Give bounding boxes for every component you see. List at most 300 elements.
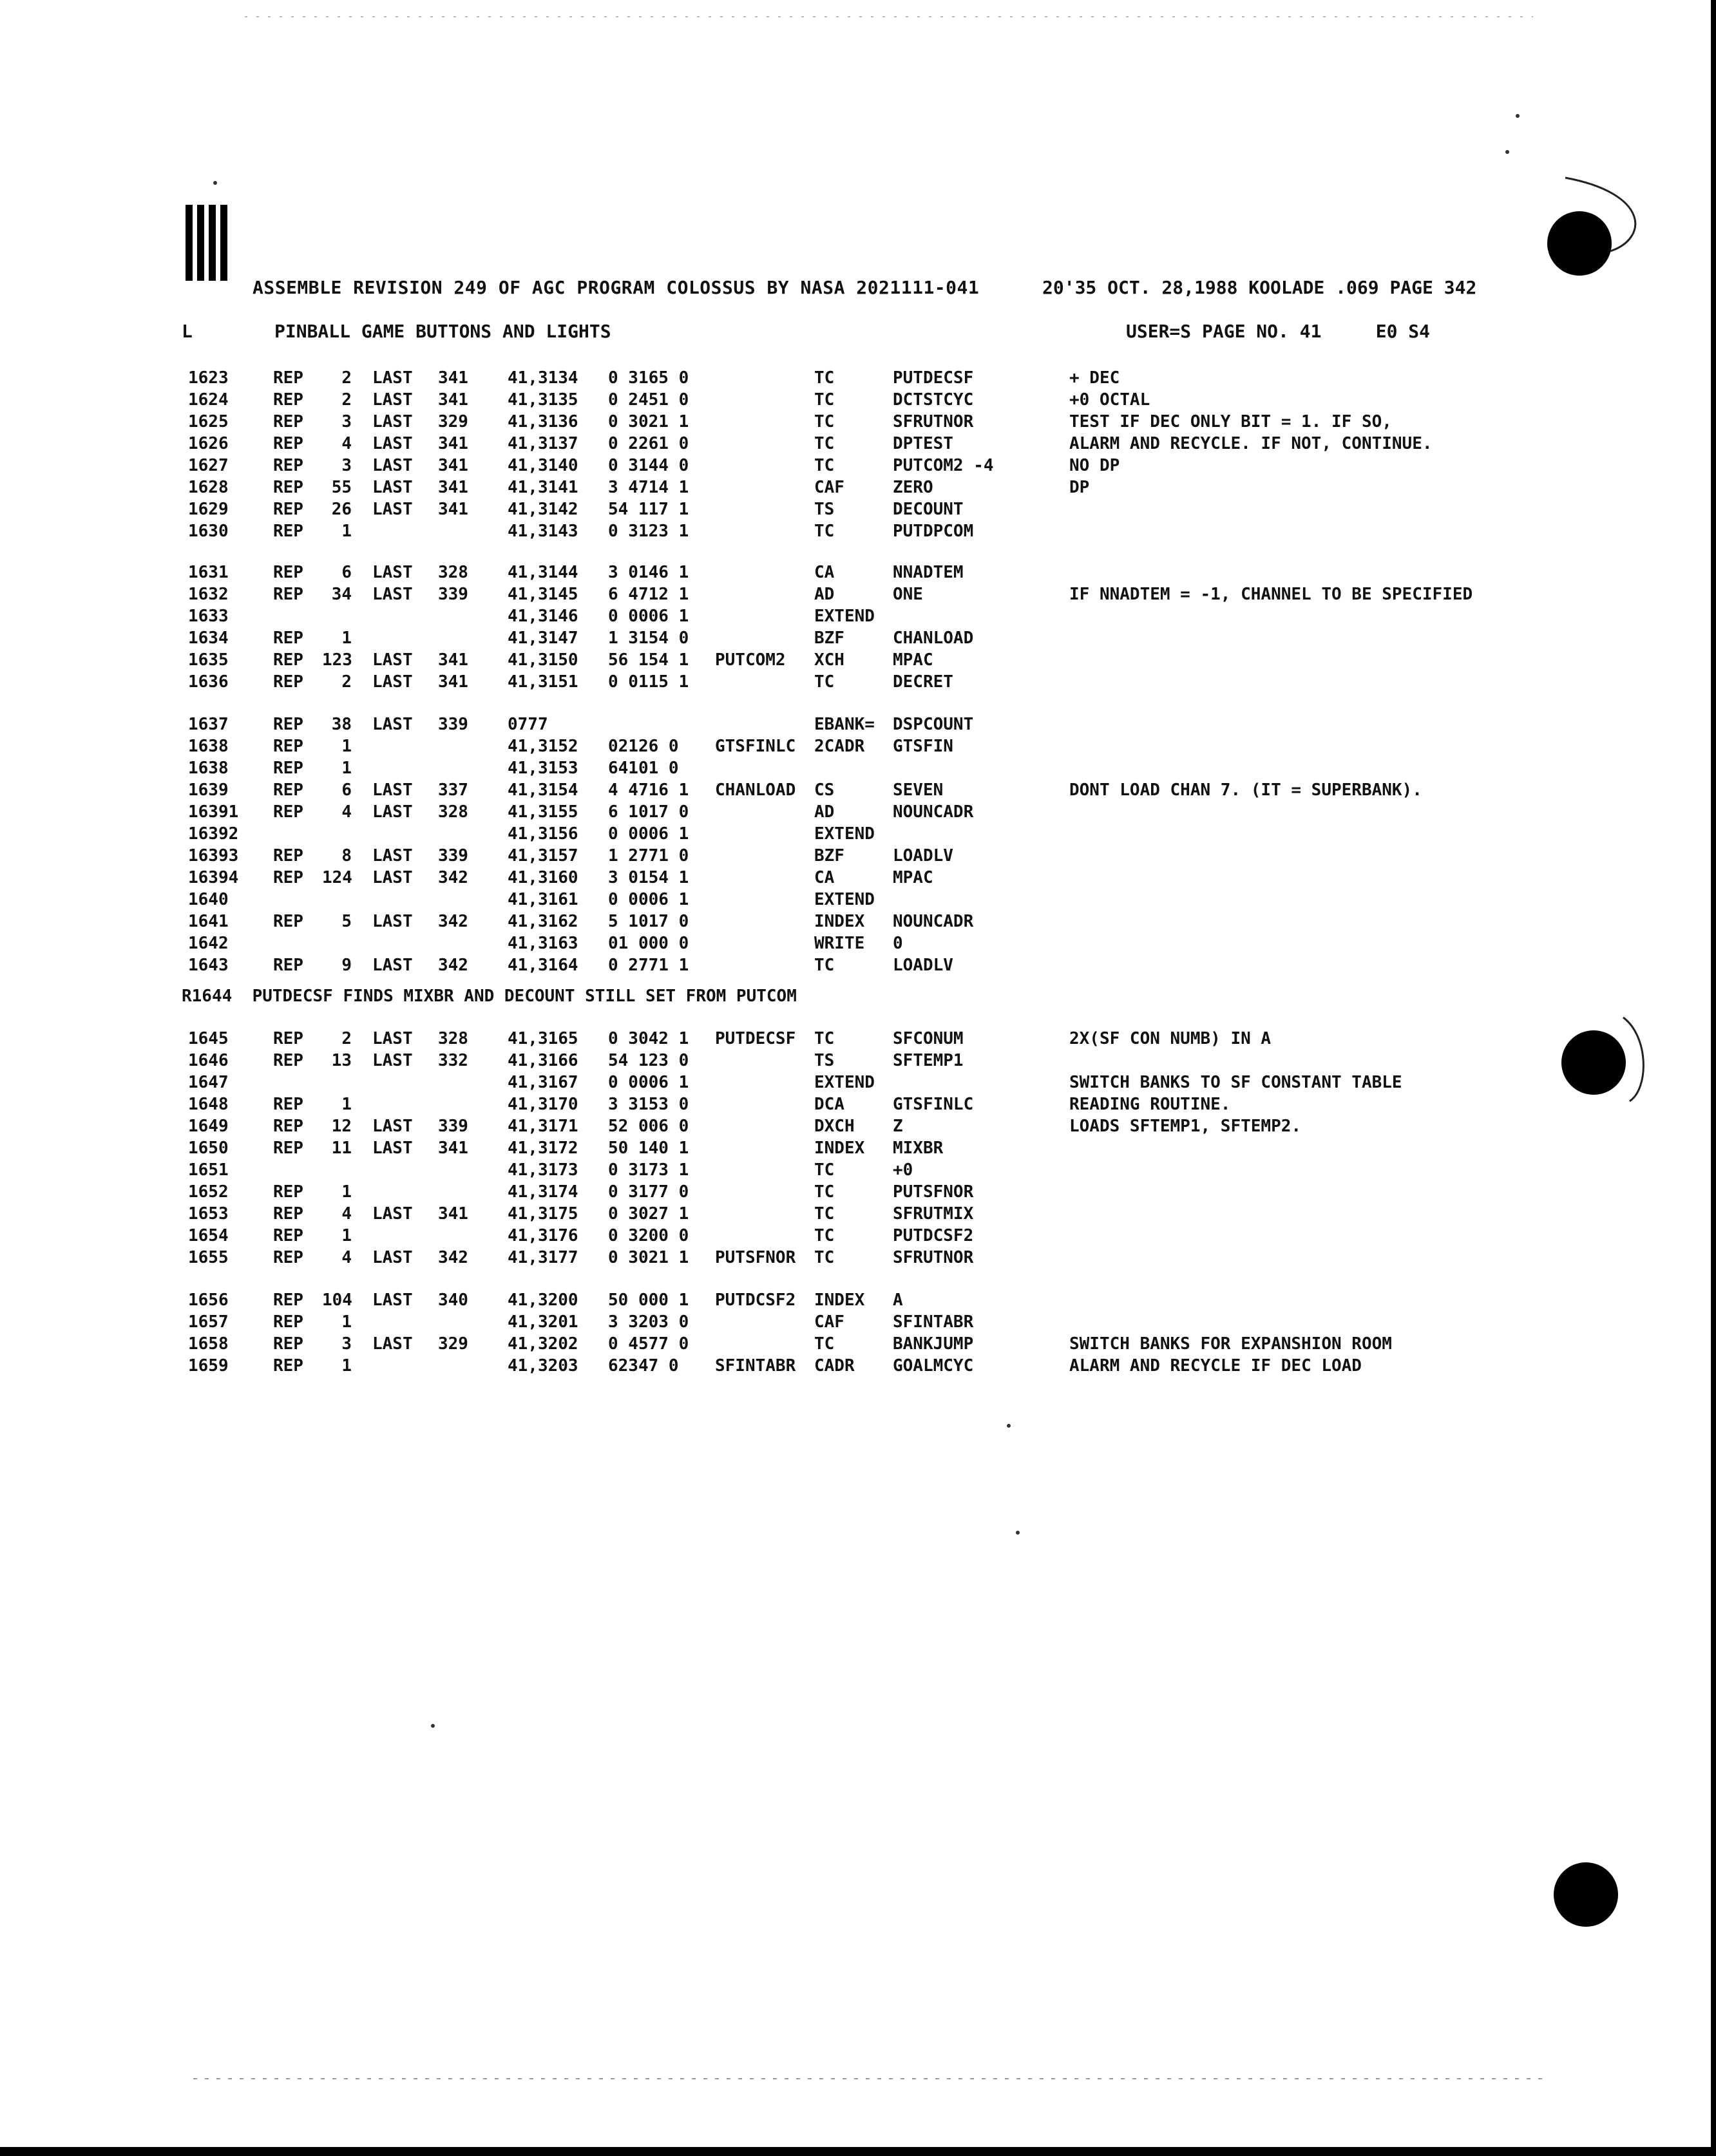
opcode: EBANK=: [814, 715, 875, 734]
address: 41,3202: [508, 1334, 578, 1354]
line-number: 1634: [188, 629, 229, 648]
subheader-left: L: [182, 321, 193, 342]
line-number: 1653: [188, 1204, 229, 1224]
rep-count: 5: [341, 912, 352, 931]
opcode: EXTEND: [814, 1073, 875, 1092]
rep-flag: REP: [273, 456, 303, 475]
opcode: CA: [814, 868, 835, 887]
opcode: TC: [814, 368, 835, 388]
opcode: BZF: [814, 629, 844, 648]
rep-count: 1: [341, 629, 352, 648]
line-number: 1638: [188, 759, 229, 778]
operand: LOADLV: [893, 846, 953, 865]
address: 41,3164: [508, 956, 578, 975]
last-flag: LAST: [372, 912, 413, 931]
opcode: TS: [814, 1051, 835, 1070]
comment: +0 OCTAL: [1069, 390, 1150, 410]
operand: PUTCOM2 -4: [893, 456, 994, 475]
address: 41,3176: [508, 1226, 578, 1245]
ref-page: 341: [438, 650, 468, 670]
punch-hole-bottom: [1554, 1862, 1618, 1927]
operand: SFCONUM: [893, 1029, 964, 1048]
octal-code: 0 3021 1: [608, 412, 689, 431]
octal-code: 0 3027 1: [608, 1204, 689, 1224]
last-flag: LAST: [372, 1117, 413, 1136]
operand: NOUNCADR: [893, 912, 974, 931]
operand: DECRET: [893, 672, 953, 692]
line-number: 1650: [188, 1139, 229, 1158]
address: 41,3203: [508, 1356, 578, 1376]
ref-page: 342: [438, 956, 468, 975]
address: 41,3172: [508, 1139, 578, 1158]
address: 41,3142: [508, 500, 578, 519]
rep-count: 2: [341, 672, 352, 692]
line-number: 1639: [188, 780, 229, 800]
symbol-label: PUTDCSF2: [715, 1291, 796, 1310]
rep-flag: REP: [273, 868, 303, 887]
line-number: 1631: [188, 563, 229, 582]
last-flag: LAST: [372, 585, 413, 604]
rep-count: 6: [341, 563, 352, 582]
operand: MPAC: [893, 650, 933, 670]
rep-flag: REP: [273, 1117, 303, 1136]
opcode: INDEX: [814, 912, 865, 931]
line-number: 1632: [188, 585, 229, 604]
line-number: 1625: [188, 412, 229, 431]
ref-page: 337: [438, 780, 468, 800]
rep-flag: REP: [273, 585, 303, 604]
last-flag: LAST: [372, 1139, 413, 1158]
ref-page: 328: [438, 1029, 468, 1048]
line-number: 1655: [188, 1248, 229, 1267]
opcode: TS: [814, 500, 835, 519]
rep-flag: REP: [273, 522, 303, 541]
ref-page: 341: [438, 500, 468, 519]
rep-count: 2: [341, 390, 352, 410]
line-number: 1649: [188, 1117, 229, 1136]
last-flag: LAST: [372, 672, 413, 692]
opcode: EXTEND: [814, 824, 875, 844]
ref-page: 341: [438, 456, 468, 475]
octal-code: 64101 0: [608, 759, 679, 778]
listing-note: R1644 PUTDECSF FINDS MIXBR AND DECOUNT STILL SET FROM PUTCOM: [182, 987, 797, 1006]
last-flag: LAST: [372, 563, 413, 582]
opcode: TC: [814, 1226, 835, 1245]
address: 41,3134: [508, 368, 578, 388]
last-flag: LAST: [372, 434, 413, 453]
line-number: 1636: [188, 672, 229, 692]
rep-flag: REP: [273, 846, 303, 865]
ref-page: 342: [438, 1248, 468, 1267]
line-number: 1643: [188, 956, 229, 975]
comment: 2X(SF CON NUMB) IN A: [1069, 1029, 1272, 1048]
address: 41,3161: [508, 890, 578, 909]
rep-flag: REP: [273, 1182, 303, 1202]
ref-page: 339: [438, 715, 468, 734]
octal-code: 0 2771 1: [608, 956, 689, 975]
rep-flag: REP: [273, 956, 303, 975]
octal-code: 1 2771 0: [608, 846, 689, 865]
opcode: EXTEND: [814, 890, 875, 909]
last-flag: LAST: [372, 478, 413, 497]
line-number: 1628: [188, 478, 229, 497]
rep-count: 38: [331, 715, 352, 734]
last-flag: LAST: [372, 390, 413, 410]
last-flag: LAST: [372, 456, 413, 475]
comment: ALARM AND RECYCLE IF DEC LOAD: [1069, 1356, 1362, 1376]
last-flag: LAST: [372, 1204, 413, 1224]
octal-code: 3 0154 1: [608, 868, 689, 887]
address: 41,3162: [508, 912, 578, 931]
line-number: 1641: [188, 912, 229, 931]
opcode: TC: [814, 412, 835, 431]
ref-page: 341: [438, 1139, 468, 1158]
rep-flag: REP: [273, 390, 303, 410]
scan-border-right: [1711, 0, 1716, 2156]
opcode: TC: [814, 1182, 835, 1202]
octal-code: 6 4712 1: [608, 585, 689, 604]
punch-hole-middle: [1561, 1030, 1626, 1095]
rep-flag: REP: [273, 1204, 303, 1224]
rep-count: 8: [341, 846, 352, 865]
opcode: INDEX: [814, 1291, 865, 1310]
last-flag: LAST: [372, 780, 413, 800]
operand: +0: [893, 1160, 913, 1180]
opcode: CADR: [814, 1356, 855, 1376]
address: 41,3170: [508, 1095, 578, 1114]
ref-page: 342: [438, 868, 468, 887]
rep-count: 4: [341, 802, 352, 822]
line-number: 1630: [188, 522, 229, 541]
octal-code: 0 3042 1: [608, 1029, 689, 1048]
opcode: CS: [814, 780, 835, 800]
octal-code: 1 3154 0: [608, 629, 689, 648]
octal-code: 3 0146 1: [608, 563, 689, 582]
comment: DONT LOAD CHAN 7. (IT = SUPERBANK).: [1069, 780, 1422, 800]
rep-flag: REP: [273, 1356, 303, 1376]
rep-flag: REP: [273, 1139, 303, 1158]
line-number: 1629: [188, 500, 229, 519]
rep-count: 123: [322, 650, 352, 670]
address: 41,3141: [508, 478, 578, 497]
line-number: 1646: [188, 1051, 229, 1070]
address: 41,3153: [508, 759, 578, 778]
opcode: DXCH: [814, 1117, 855, 1136]
rep-flag: REP: [273, 629, 303, 648]
symbol-label: SFINTABR: [715, 1356, 796, 1376]
rep-count: 2: [341, 368, 352, 388]
octal-code: 6 1017 0: [608, 802, 689, 822]
octal-code: 50 000 1: [608, 1291, 689, 1310]
ref-page: 339: [438, 1117, 468, 1136]
rep-flag: REP: [273, 368, 303, 388]
octal-code: 01 000 0: [608, 934, 689, 953]
address: 41,3156: [508, 824, 578, 844]
comment: SWITCH BANKS FOR EXPANSHION ROOM: [1069, 1334, 1392, 1354]
last-flag: LAST: [372, 802, 413, 822]
address: 41,3200: [508, 1291, 578, 1310]
rep-flag: REP: [273, 500, 303, 519]
line-number: 1635: [188, 650, 229, 670]
rep-flag: REP: [273, 672, 303, 692]
line-number: 16392: [188, 824, 239, 844]
rep-count: 3: [341, 412, 352, 431]
operand: CHANLOAD: [893, 629, 974, 648]
ref-page: 341: [438, 390, 468, 410]
operand: MPAC: [893, 868, 933, 887]
subheader-title: PINBALL GAME BUTTONS AND LIGHTS: [274, 321, 611, 342]
rep-flag: REP: [273, 412, 303, 431]
line-number: 1656: [188, 1291, 229, 1310]
octal-code: 0 4577 0: [608, 1334, 689, 1354]
octal-code: 0 3165 0: [608, 368, 689, 388]
opcode: AD: [814, 802, 835, 822]
rep-count: 2: [341, 1029, 352, 1048]
ref-page: 339: [438, 846, 468, 865]
rep-flag: REP: [273, 1029, 303, 1048]
operand: GOALMCYC: [893, 1356, 974, 1376]
octal-code: 52 006 0: [608, 1117, 689, 1136]
comment: IF NNADTEM = -1, CHANNEL TO BE SPECIFIED: [1069, 585, 1473, 604]
octal-code: 0 3200 0: [608, 1226, 689, 1245]
rep-flag: REP: [273, 802, 303, 822]
rep-count: 11: [331, 1139, 352, 1158]
rep-count: 1: [341, 522, 352, 541]
ref-page: 341: [438, 478, 468, 497]
octal-code: 54 117 1: [608, 500, 689, 519]
rep-flag: REP: [273, 759, 303, 778]
rep-count: 1: [341, 1226, 352, 1245]
operand: PUTDPCOM: [893, 522, 974, 541]
opcode: INDEX: [814, 1139, 865, 1158]
rep-flag: REP: [273, 650, 303, 670]
address: 41,3165: [508, 1029, 578, 1048]
ref-page: 329: [438, 1334, 468, 1354]
rep-flag: REP: [273, 478, 303, 497]
ref-page: 341: [438, 1204, 468, 1224]
line-number: 1624: [188, 390, 229, 410]
operand: BANKJUMP: [893, 1334, 974, 1354]
opcode: TC: [814, 456, 835, 475]
line-number: 16394: [188, 868, 239, 887]
operand: GTSFIN: [893, 737, 953, 756]
opcode: 2CADR: [814, 737, 865, 756]
ref-page: 332: [438, 1051, 468, 1070]
rep-count: 34: [331, 585, 352, 604]
rep-count: 1: [341, 737, 352, 756]
line-number: 16391: [188, 802, 239, 822]
line-number: 1658: [188, 1334, 229, 1354]
operand: ZERO: [893, 478, 933, 497]
rep-flag: REP: [273, 715, 303, 734]
opcode: TC: [814, 1160, 835, 1180]
ref-page: 341: [438, 672, 468, 692]
opcode: TC: [814, 522, 835, 541]
rep-flag: REP: [273, 1312, 303, 1332]
opcode: BZF: [814, 846, 844, 865]
octal-code: 0 3021 1: [608, 1248, 689, 1267]
octal-code: 0 3177 0: [608, 1182, 689, 1202]
line-number: 1645: [188, 1029, 229, 1048]
octal-code: 4 4716 1: [608, 780, 689, 800]
rep-count: 13: [331, 1051, 352, 1070]
address: 41,3147: [508, 629, 578, 648]
comment: LOADS SFTEMP1, SFTEMP2.: [1069, 1117, 1302, 1136]
ref-page: 340: [438, 1291, 468, 1310]
address: 41,3201: [508, 1312, 578, 1332]
rep-flag: REP: [273, 1095, 303, 1114]
line-number: 1638: [188, 737, 229, 756]
octal-code: 0 0006 1: [608, 824, 689, 844]
octal-code: 0 0006 1: [608, 890, 689, 909]
operand: SFINTABR: [893, 1312, 974, 1332]
operand: DCTSTCYC: [893, 390, 974, 410]
symbol-label: GTSFINLC: [715, 737, 796, 756]
octal-code: 02126 0: [608, 737, 679, 756]
operand: MIXBR: [893, 1139, 944, 1158]
operand: SFRUTNOR: [893, 1248, 974, 1267]
operand: 0: [893, 934, 903, 953]
rep-flag: REP: [273, 1226, 303, 1245]
octal-code: 0 0006 1: [608, 1073, 689, 1092]
comment: READING ROUTINE.: [1069, 1095, 1231, 1114]
rep-count: 104: [322, 1291, 352, 1310]
octal-code: 0 3123 1: [608, 522, 689, 541]
address: 41,3150: [508, 650, 578, 670]
rep-flag: REP: [273, 1291, 303, 1310]
rep-count: 12: [331, 1117, 352, 1136]
address: 41,3145: [508, 585, 578, 604]
rep-count: 4: [341, 1204, 352, 1224]
address: 41,3171: [508, 1117, 578, 1136]
address: 41,3173: [508, 1160, 578, 1180]
rep-flag: REP: [273, 434, 303, 453]
octal-code: 5 1017 0: [608, 912, 689, 931]
ref-page: 342: [438, 912, 468, 931]
rep-flag: REP: [273, 1051, 303, 1070]
operand: A: [893, 1291, 903, 1310]
last-flag: LAST: [372, 1334, 413, 1354]
last-flag: LAST: [372, 956, 413, 975]
opcode: CAF: [814, 1312, 844, 1332]
symbol-label: CHANLOAD: [715, 780, 796, 800]
last-flag: LAST: [372, 1029, 413, 1048]
octal-code: 0 3144 0: [608, 456, 689, 475]
address: 41,3152: [508, 737, 578, 756]
octal-code: 0 2451 0: [608, 390, 689, 410]
opcode: TC: [814, 956, 835, 975]
rep-count: 3: [341, 456, 352, 475]
last-flag: LAST: [372, 500, 413, 519]
rep-count: 1: [341, 1312, 352, 1332]
rep-count: 1: [341, 1182, 352, 1202]
line-number: 1654: [188, 1226, 229, 1245]
opcode: TC: [814, 1248, 835, 1267]
last-flag: LAST: [372, 868, 413, 887]
octal-code: 0 2261 0: [608, 434, 689, 453]
opcode: CAF: [814, 478, 844, 497]
address: 0777: [508, 715, 548, 734]
rep-count: 3: [341, 1334, 352, 1354]
address: 41,3140: [508, 456, 578, 475]
address: 41,3166: [508, 1051, 578, 1070]
address: 41,3146: [508, 607, 578, 626]
line-number: 1627: [188, 456, 229, 475]
address: 41,3167: [508, 1073, 578, 1092]
address: 41,3137: [508, 434, 578, 453]
line-number: 1623: [188, 368, 229, 388]
last-flag: LAST: [372, 715, 413, 734]
address: 41,3154: [508, 780, 578, 800]
rep-count: 4: [341, 1248, 352, 1267]
ref-page: 341: [438, 434, 468, 453]
address: 41,3163: [508, 934, 578, 953]
opcode: TC: [814, 1029, 835, 1048]
opcode: TC: [814, 1204, 835, 1224]
operand: Z: [893, 1117, 903, 1136]
address: 41,3160: [508, 868, 578, 887]
rep-flag: REP: [273, 563, 303, 582]
rep-count: 55: [331, 478, 352, 497]
rep-count: 124: [322, 868, 352, 887]
opcode: DCA: [814, 1095, 844, 1114]
opcode: TC: [814, 672, 835, 692]
operand: DECOUNT: [893, 500, 964, 519]
line-number: 1637: [188, 715, 229, 734]
ref-page: 329: [438, 412, 468, 431]
comment: + DEC: [1069, 368, 1120, 388]
rep-count: 6: [341, 780, 352, 800]
rep-flag: REP: [273, 1248, 303, 1267]
ref-page: 328: [438, 802, 468, 822]
operand: PUTSFNOR: [893, 1182, 974, 1202]
operand: SEVEN: [893, 780, 944, 800]
last-flag: LAST: [372, 846, 413, 865]
listing-header-date: 20'35 OCT. 28,1988 KOOLADE .069 PAGE 342: [1042, 277, 1477, 298]
line-number: 1657: [188, 1312, 229, 1332]
octal-code: 56 154 1: [608, 650, 689, 670]
rep-count: 1: [341, 1356, 352, 1376]
address: 41,3144: [508, 563, 578, 582]
address: 41,3155: [508, 802, 578, 822]
line-number: 1659: [188, 1356, 229, 1376]
last-flag: LAST: [372, 412, 413, 431]
octal-code: 0 0006 1: [608, 607, 689, 626]
punch-hole-top: [1547, 211, 1612, 276]
address: 41,3143: [508, 522, 578, 541]
opcode: TC: [814, 434, 835, 453]
rep-flag: REP: [273, 737, 303, 756]
line-number: 1652: [188, 1182, 229, 1202]
address: 41,3174: [508, 1182, 578, 1202]
punch-card-marker: [186, 205, 233, 281]
rep-flag: REP: [273, 1334, 303, 1354]
line-number: 1651: [188, 1160, 229, 1180]
octal-code: 0 3173 1: [608, 1160, 689, 1180]
octal-code: 62347 0: [608, 1356, 679, 1376]
line-number: 16393: [188, 846, 239, 865]
operand: NOUNCADR: [893, 802, 974, 822]
operand: PUTDCSF2: [893, 1226, 974, 1245]
rep-count: 1: [341, 1095, 352, 1114]
comment: SWITCH BANKS TO SF CONSTANT TABLE: [1069, 1073, 1402, 1092]
last-flag: LAST: [372, 368, 413, 388]
line-number: 1626: [188, 434, 229, 453]
opcode: XCH: [814, 650, 844, 670]
operand: SFRUTNOR: [893, 412, 974, 431]
octal-code: 50 140 1: [608, 1139, 689, 1158]
symbol-label: PUTSFNOR: [715, 1248, 796, 1267]
